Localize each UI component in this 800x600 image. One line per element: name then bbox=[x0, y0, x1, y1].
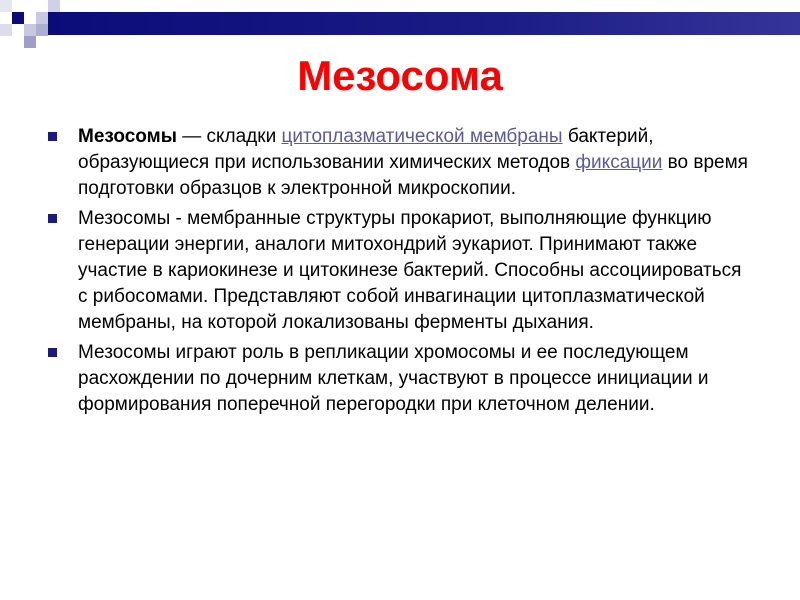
bullet-list bbox=[48, 124, 748, 422]
link-fixation[interactable]: фиксации bbox=[575, 152, 663, 173]
text: Мезосомы играют роль в репликации хромосомы и ее последующем расхождении по дочерним клеткам, участвуют в процессе инициации и формирования поперечной перегородки при клеточном делении. bbox=[78, 342, 709, 415]
bullet-icon bbox=[48, 214, 57, 223]
term: Мезосомы bbox=[78, 126, 177, 147]
header-bar bbox=[48, 12, 800, 35]
bullet-icon bbox=[48, 132, 57, 141]
list-item bbox=[48, 340, 748, 418]
text: Мезосомы - мембранные структуры прокариот, выполняющие функцию генерации энергии, аналоги митохондрий эукариот. Принимают также участие в кариокинезе и цитокинезе бактерий. Способны ассоциироваться с рибосомами. Представляют собой инвагинации цитоплазматической мембраны, на которой локализованы ферменты дыхания. bbox=[78, 208, 742, 333]
list-item bbox=[48, 124, 748, 202]
list-item bbox=[48, 206, 748, 336]
bullet-icon bbox=[48, 348, 57, 357]
link-cytoplasmic-membrane[interactable]: цитоплазматической мембраны bbox=[281, 126, 563, 147]
slide-title: Мезосома bbox=[297, 52, 503, 99]
text: — складки bbox=[176, 126, 282, 147]
text: бактерий, образующиеся при использовании химических методов bbox=[78, 126, 654, 173]
text: во время подготовки образцов к электронной микроскопии. bbox=[78, 152, 748, 199]
